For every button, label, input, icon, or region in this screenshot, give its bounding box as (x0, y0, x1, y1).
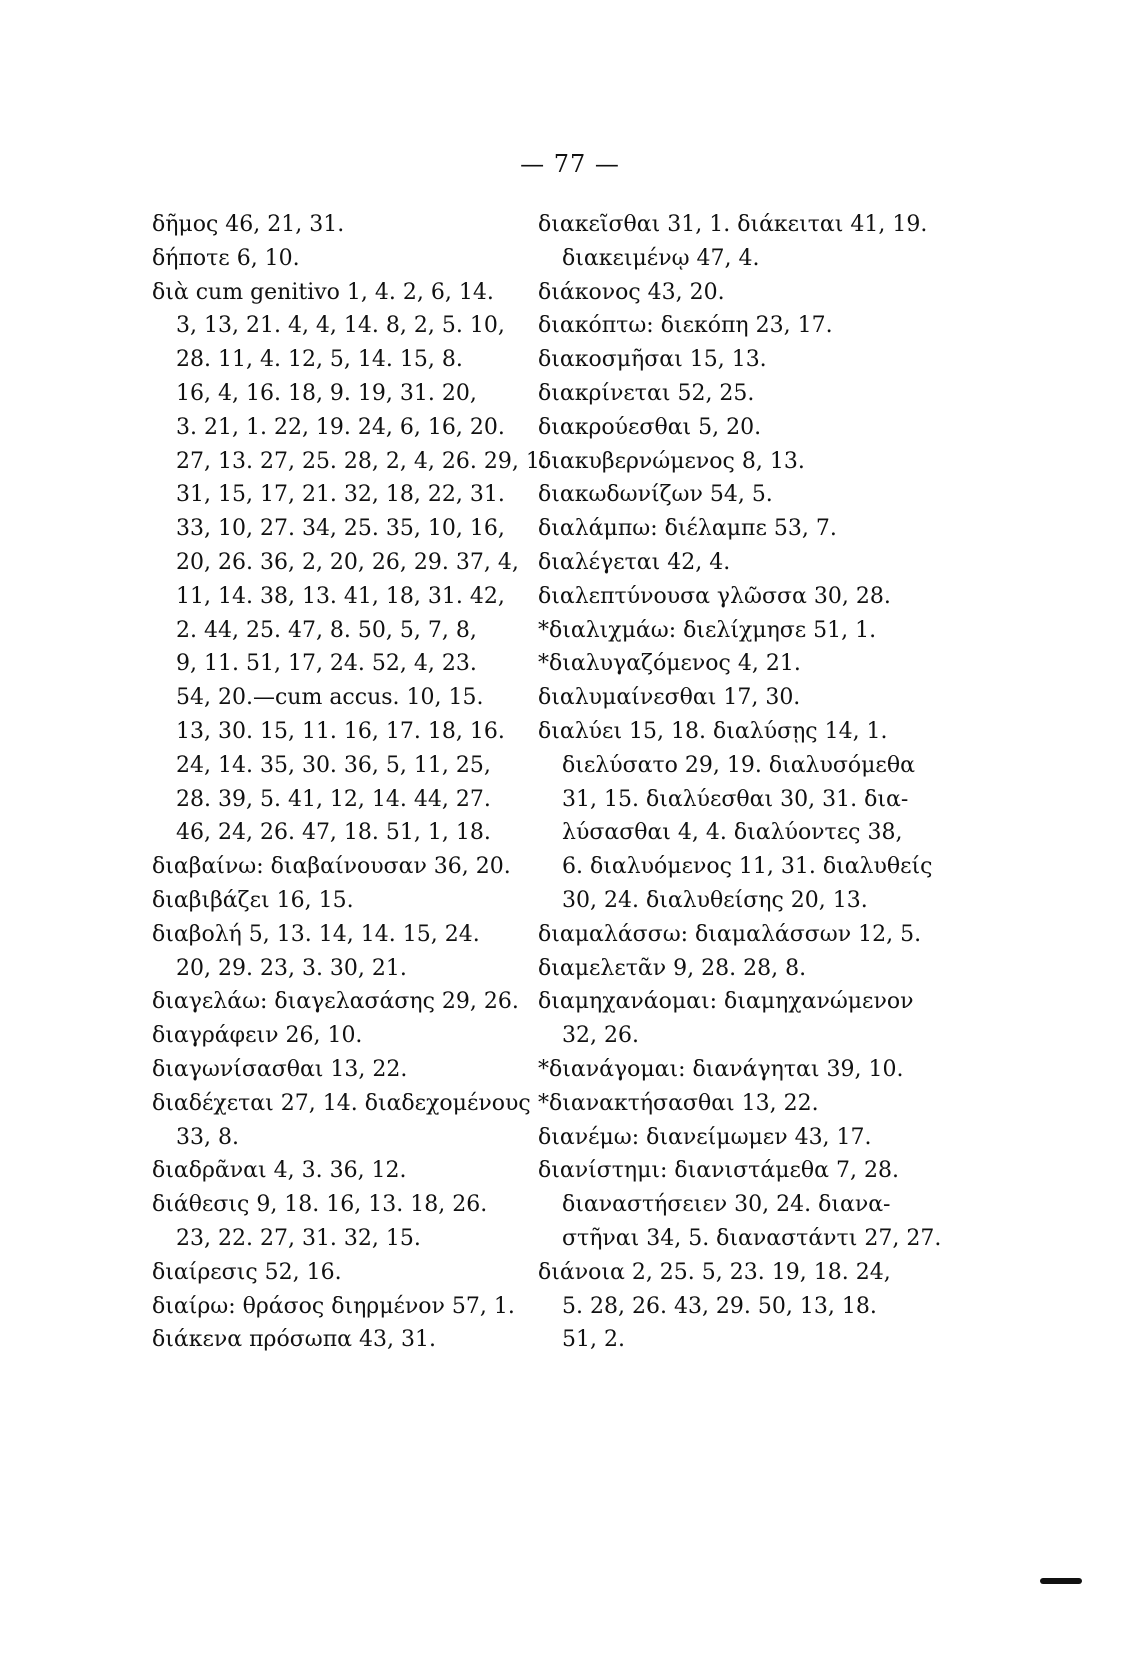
index-entry: διαλυμαίνεσθαι 17, 30. (538, 685, 801, 711)
index-entry: διακυβερνώμενος 8, 13. (538, 448, 805, 474)
index-column-left (152, 208, 552, 1357)
index-entry: διακρούεσθαι 5, 20. (538, 414, 762, 440)
index-entry-continuation: 54, 20.—cum accus. 10, 15. (176, 685, 484, 711)
index-entry: *διανακτήσασθαι 13, 22. (538, 1090, 819, 1116)
index-entry: δῆμος 46, 21, 31. (152, 212, 345, 237)
index-entry-continuation: 46, 24, 26. 47, 18. 51, 1, 18. (176, 820, 491, 846)
index-entry: διαλεπτύνουσα γλῶσσα 30, 28. (538, 583, 891, 609)
index-entry: διακοσμῆσαι 15, 13. (538, 347, 767, 373)
index-entry-continuation: 51, 2. (562, 1327, 625, 1353)
index-entry: *διανάγομαι: διανάγηται 39, 10. (538, 1056, 904, 1082)
index-entry-continuation: 5. 28, 26. 43, 29. 50, 13, 18. (562, 1293, 877, 1319)
index-entry: διαγωνίσασθαι 13, 22. (152, 1056, 408, 1082)
index-entry-continuation: λύσασθαι 4, 4. διαλύοντες 38, (562, 820, 903, 846)
index-entry-continuation: 33, 8. (176, 1124, 239, 1150)
index-entry-continuation: διαναστήσειεν 30, 24. διανα- (562, 1192, 891, 1218)
index-entry: διακόπτω: διεκόπη 23, 17. (538, 313, 833, 339)
index-entry-continuation: 28. 11, 4. 12, 5, 14. 15, 8. (176, 347, 463, 373)
index-entry: διάκενα πρόσωπα 43, 31. (152, 1327, 436, 1353)
index-entry: διάκονος 43, 20. (538, 279, 725, 305)
index-entry: διαμελετᾶν 9, 28. 28, 8. (538, 955, 807, 981)
index-entry: διαδρᾶναι 4, 3. 36, 12. (152, 1158, 407, 1184)
index-entry-continuation: 11, 14. 38, 13. 41, 18, 31. 42, (176, 583, 505, 609)
index-entry: διαμαλάσσω: διαμαλάσσων 12, 5. (538, 921, 922, 947)
index-entry-continuation: 27, 13. 27, 25. 28, 2, 4, 26. 29, 1. (176, 448, 547, 474)
margin-mark (1040, 1578, 1082, 1584)
index-entry-continuation: 33, 10, 27. 34, 25. 35, 10, 16, (176, 516, 505, 542)
index-entry: διαβιβάζει 16, 15. (152, 887, 354, 913)
index-entry: διαλύει 15, 18. διαλύσῃς 14, 1. (538, 718, 888, 744)
index-entry-continuation: 3. 21, 1. 22, 19. 24, 6, 16, 20. (176, 414, 505, 440)
index-entry-continuation: 31, 15. διαλύεσθαι 30, 31. δια- (562, 786, 909, 812)
index-entry-continuation: 24, 14. 35, 30. 36, 5, 11, 25, (176, 752, 491, 778)
index-entry-continuation: 2. 44, 25. 47, 8. 50, 5, 7, 8, (176, 617, 477, 643)
index-entry-continuation: στῆναι 34, 5. διαναστάντι 27, 27. (562, 1225, 942, 1251)
index-entry: διακρίνεται 52, 25. (538, 380, 755, 406)
index-entry-continuation: διελύσατο 29, 19. διαλυσόμεθα (562, 752, 915, 778)
index-entry-continuation: 3, 13, 21. 4, 4, 14. 8, 2, 5. 10, (176, 313, 505, 339)
index-entry-continuation: 6. διαλυόμενος 11, 31. διαλυθείς (562, 854, 933, 880)
index-entry: δήποτε 6, 10. (152, 245, 300, 271)
index-entry: διακωδωνίζων 54, 5. (538, 482, 773, 508)
index-entry-continuation: 30, 24. διαλυθείσης 20, 13. (562, 887, 868, 913)
index-entry: διαβολή 5, 13. 14, 14. 15, 24. (152, 921, 480, 947)
index-entry-continuation: 9, 11. 51, 17, 24. 52, 4, 23. (176, 651, 477, 677)
index-entry-continuation: 31, 15, 17, 21. 32, 18, 22, 31. (176, 482, 505, 508)
index-entry-continuation: διακειμένῳ 47, 4. (562, 245, 760, 271)
index-entry: διαγελάω: διαγελασάσης 29, 26. (152, 989, 519, 1015)
index-entry: διαμηχανάομαι: διαμηχανώμενον (538, 989, 914, 1015)
index-entry: διαλέγεται 42, 4. (538, 549, 731, 575)
index-entry: διαδέχεται 27, 14. διαδεχομένους (152, 1090, 531, 1116)
index-entry-continuation: 20, 29. 23, 3. 30, 21. (176, 955, 407, 981)
index-entry-continuation: 16, 4, 16. 18, 9. 19, 31. 20, (176, 380, 477, 406)
index-entry: *διαλιχμάω: διελίχμησε 51, 1. (538, 617, 877, 643)
index-entry-continuation: 13, 30. 15, 11. 16, 17. 18, 16. (176, 718, 505, 744)
index-entry: διαίρεσις 52, 16. (152, 1259, 342, 1285)
index-entry-continuation: 32, 26. (562, 1023, 639, 1049)
index-entry-continuation: 23, 22. 27, 31. 32, 15. (176, 1225, 421, 1251)
index-entry: διάνοια 2, 25. 5, 23. 19, 18. 24, (538, 1259, 891, 1285)
index-entry-continuation: 28. 39, 5. 41, 12, 14. 44, 27. (176, 786, 491, 812)
index-column-right (538, 208, 942, 1357)
index-entry: διαίρω: θράσος διηρμένον 57, 1. (152, 1293, 515, 1319)
index-entry-continuation: 20, 26. 36, 2, 20, 26, 29. 37, 4, (176, 549, 519, 575)
page-number: — 77 — (520, 150, 620, 178)
index-entry: διακεῖσθαι 31, 1. διάκειται 41, 19. (538, 212, 928, 237)
index-entry: διανίστημι: διανιστάμεθα 7, 28. (538, 1158, 899, 1184)
index-entry: διαλάμπω: διέλαμπε 53, 7. (538, 516, 837, 542)
index-entry: διὰ cum genitivo 1, 4. 2, 6, 14. (152, 279, 494, 305)
index-entry: διάθεσις 9, 18. 16, 13. 18, 26. (152, 1192, 488, 1218)
index-entry: διαβαίνω: διαβαίνουσαν 36, 20. (152, 854, 511, 880)
index-entry: διανέμω: διανείμωμεν 43, 17. (538, 1124, 872, 1150)
index-entry: *διαλυγαζόμενος 4, 21. (538, 651, 801, 677)
index-entry: διαγράφειν 26, 10. (152, 1023, 363, 1049)
